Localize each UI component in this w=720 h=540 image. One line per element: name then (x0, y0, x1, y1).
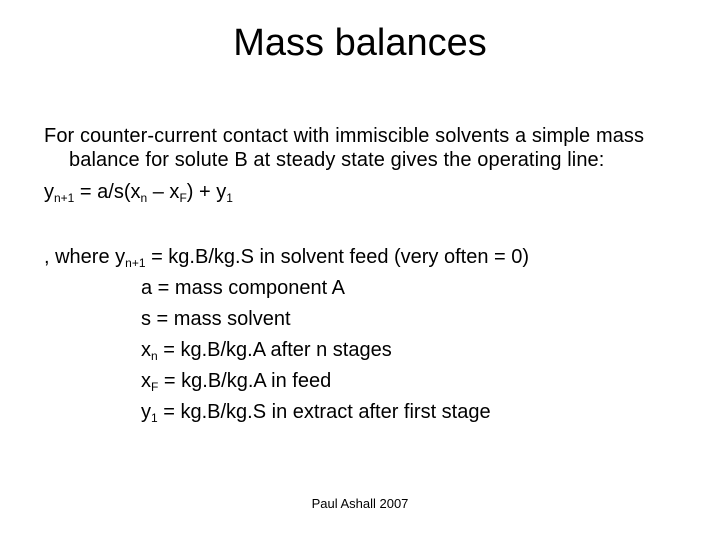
slide-body (44, 124, 694, 428)
operating-line-equation (44, 180, 694, 204)
def-symbol: x (141, 339, 151, 361)
def-symbol: y (141, 401, 151, 423)
def-text: = kg.B/kg.A after n stages (157, 339, 392, 361)
eq-part-1: = a/s(x (74, 181, 141, 203)
where-text: = kg.B/kg.S in solvent feed (very often = 0) (145, 246, 530, 268)
where-line (44, 242, 694, 273)
where-prefix: , where y (44, 246, 126, 268)
slide-title: Mass balances (233, 22, 487, 64)
def-subscript: n (151, 349, 158, 363)
eq-y: y (44, 181, 54, 203)
def-symbol: x (141, 370, 151, 392)
def-subscript: F (151, 380, 159, 394)
footer-credit: Paul Ashall 2007 (311, 496, 409, 511)
eq-y1-subscript: 1 (226, 191, 233, 205)
def-text: = mass component A (152, 277, 346, 299)
def-symbol: s (141, 308, 151, 330)
definitions-list (44, 273, 694, 428)
where-subscript: n+1 (125, 256, 146, 270)
def-text: = kg.B/kg.S in extract after first stage (157, 401, 491, 423)
def-symbol: a (141, 277, 153, 299)
definition-xn (141, 335, 694, 366)
definition-y1 (141, 397, 694, 428)
eq-xF-subscript: F (179, 191, 187, 205)
intro-paragraph: For counter-current contact with immiscible solvents a simple mass balance for solute B at steady state gives the operating line: (44, 125, 645, 171)
eq-y-subscript: n+1 (54, 191, 75, 205)
definition-a (141, 273, 694, 304)
def-text: = kg.B/kg.A in feed (158, 370, 332, 392)
definition-xF (141, 366, 694, 397)
eq-x-subscript: n (140, 191, 148, 205)
def-text: = mass solvent (151, 308, 291, 330)
eq-part-2: ) + y (186, 181, 227, 203)
eq-minus: – x (147, 181, 180, 203)
def-subscript: 1 (151, 411, 158, 425)
definition-s (141, 304, 694, 335)
